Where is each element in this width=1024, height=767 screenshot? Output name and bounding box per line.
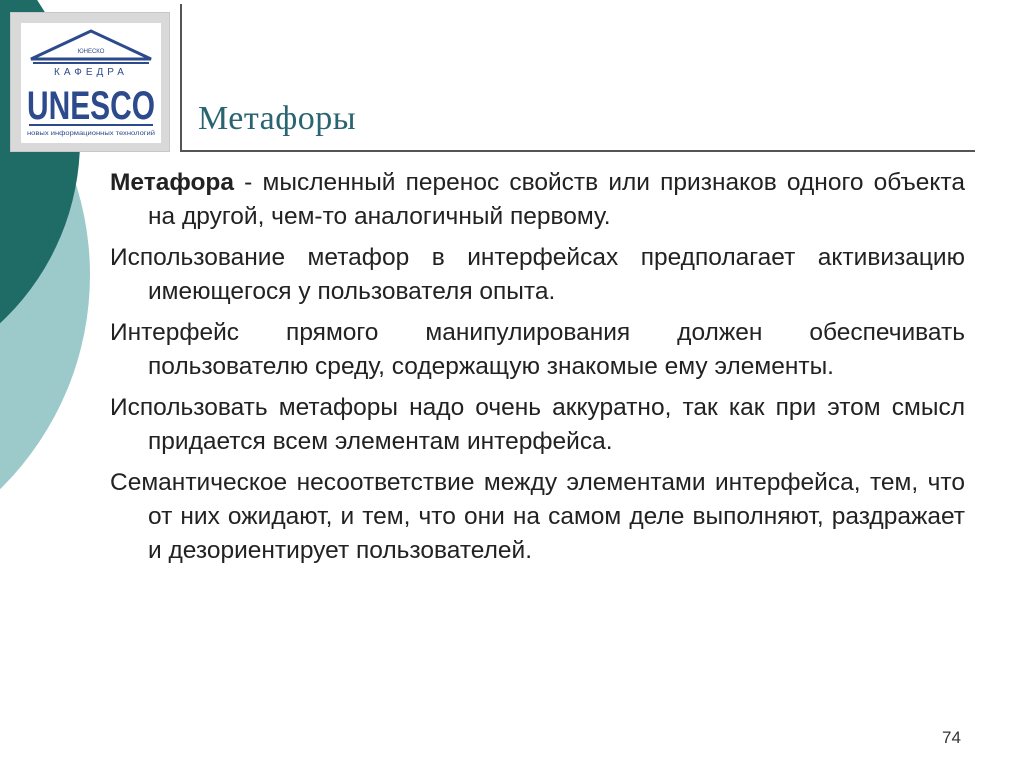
unesco-logo (10, 12, 170, 152)
page-number: 74 (942, 728, 961, 747)
header-horizontal-divider (180, 150, 975, 152)
definition-text: - мысленный перенос свойств или признаков одного объекта на другой, чем-то аналогичный первому. (148, 169, 965, 230)
logo-unesco-text: UNESCO (27, 84, 155, 128)
header-vertical-divider (180, 4, 182, 152)
logo-kafedra-text: КАФЕДРА (54, 67, 128, 78)
slide-title: Метафоры (198, 100, 357, 137)
paragraph-1: Использование метафор в интерфейсах предполагает активизацию имеющегося у пользователя опыта. (110, 244, 965, 305)
definition-paragraph (110, 166, 965, 234)
paragraph-4: Семантическое несоответствие между элементами интерфейса, тем, что от них ожидают, и тем, что они на самом деле выполняют, раздражает и дезориентирует пользователей. (110, 469, 965, 564)
paragraph-2: Интерфейс прямого манипулирования должен обеспечивать пользователю среду, содержащую знакомые ему элементы. (110, 319, 965, 380)
logo-emblem (21, 23, 161, 143)
definition-term: Метафора (110, 169, 235, 196)
logo-bottom-text: новых информационных технологий (27, 131, 129, 137)
slide-content (110, 166, 965, 575)
paragraph-3: Использовать метафоры надо очень аккуратно, так как при этом смысл придается всем элементам интерфейса. (110, 394, 965, 455)
logo-top-text: ЮНЕСКО (77, 49, 105, 55)
